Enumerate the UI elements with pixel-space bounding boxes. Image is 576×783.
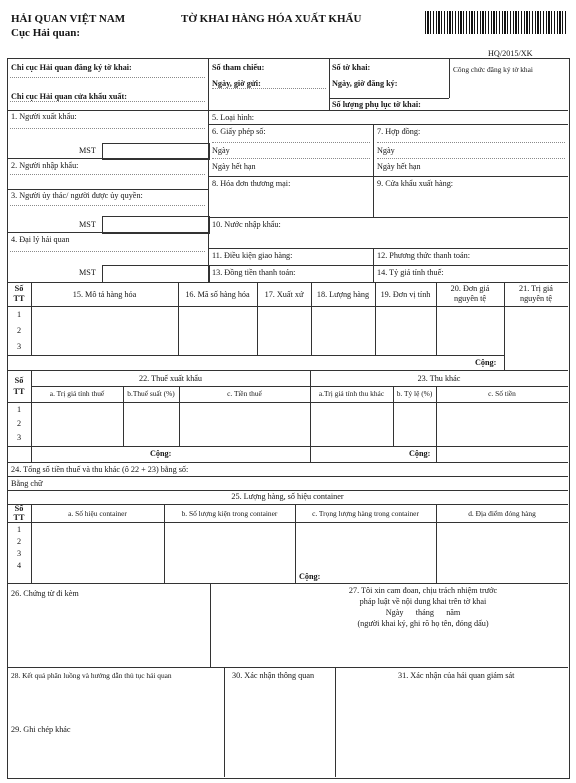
mst-label-1: MST [79, 146, 96, 155]
officer-label: Công chức đăng ký tờ khai [453, 65, 533, 74]
tax-row-3: 3 [16, 433, 22, 442]
field-31-label: 31. Xác nhận của hải quan giám sát [398, 671, 515, 680]
field-6-expiry: Ngày hết hạn [212, 162, 256, 171]
ref-no-label: Số tham chiếu: [212, 63, 265, 72]
decl-no-label: Số tờ khai: [332, 63, 371, 72]
field-24-label: 24. Tổng số tiền thuế và thu khác (ô 22 + 23) bằng số: [11, 465, 189, 474]
field-7-label: 7. Hợp đồng: [377, 127, 421, 136]
field-14-label: 14. Tỷ giá tính thuế: [377, 268, 444, 277]
tax-total-left: Cộng: [150, 449, 172, 458]
container-col-a: a. Số hiệu container [68, 509, 127, 518]
field-27-line-1: 27. Tôi xin cam đoan, chịu trách nhiệm trước [348, 586, 498, 595]
col-23-header: 23. Thu khác [417, 374, 461, 383]
container-stt-1: Số [14, 504, 24, 513]
col-16-header: 16. Mã số hàng hóa [185, 290, 250, 299]
col-23c-header: c. Số tiền [488, 389, 516, 398]
col-23a-header: a.Trị giá tính thu khác [318, 389, 385, 398]
field-26-label: 26. Chứng từ đi kèm [11, 589, 79, 598]
field-6-date: Ngày [212, 146, 230, 155]
col-22b-header: b.Thuế suất (%) [127, 389, 175, 398]
field-10-label: 10. Nước nhập khẩu: [212, 220, 281, 229]
col-19-header: 19. Đơn vị tính [380, 290, 431, 299]
container-row-4: 4 [16, 561, 22, 570]
goods-stt-2: TT [13, 294, 25, 303]
col-22a-header: a. Trị giá tính thuế [49, 389, 105, 398]
form-title: TỜ KHAI HÀNG HÓA XUẤT KHẨU [181, 13, 362, 25]
send-time-label: Ngày, giờ gửi: [212, 79, 261, 88]
goods-row-3: 3 [16, 342, 22, 351]
container-row-2: 2 [16, 537, 22, 546]
container-col-b: b. Số lượng kiện trong container [181, 509, 278, 518]
col-20-header-sub: nguyên tệ [453, 294, 487, 303]
field-2-label: 2. Người nhập khẩu: [11, 161, 79, 170]
col-17-header: 17. Xuất xứ [264, 290, 304, 299]
barcode-icon [425, 11, 566, 34]
appendix-count-label: Số lượng phụ lục tờ khai: [332, 100, 421, 109]
field-6-label: 6. Giấy phép số: [212, 127, 266, 136]
col-20-header: 20. Đơn giá [450, 284, 490, 293]
field-7-date: Ngày [377, 146, 395, 155]
tax-row-1: 1 [16, 405, 22, 414]
container-row-1: 1 [16, 525, 22, 534]
container-col-c: c. Trọng lượng hàng trong container [312, 509, 419, 518]
goods-total-label: Cộng: [475, 358, 497, 367]
field-8-label: 8. Hóa đơn thương mại: [212, 179, 291, 188]
field-9-label: 9. Cửa khẩu xuất hàng: [377, 179, 454, 188]
container-row-3: 3 [16, 549, 22, 558]
agency-name: HẢI QUAN VIỆT NAM [11, 13, 126, 25]
mst-label-3: MST [79, 268, 96, 277]
tax-stt-1: Số [14, 376, 24, 385]
mst-label-2: MST [79, 220, 96, 229]
in-words-label: Bằng chữ [11, 479, 43, 488]
col-22-header: 22. Thuế xuất khẩu [138, 374, 203, 383]
container-stt-2: TT [13, 513, 25, 522]
col-21-header-sub: nguyên tệ [519, 294, 553, 303]
goods-stt-1: Số [14, 284, 24, 293]
col-21-header: 21. Trị giá [519, 284, 553, 293]
field-27-signature: (người khai ký, ghi rõ họ tên, đóng dấu) [357, 619, 489, 628]
field-30-label: 30. Xác nhận thông quan [232, 671, 315, 680]
container-col-d: d. Địa điểm đóng hàng [468, 509, 536, 518]
form-code: HQ/2015/XK [488, 49, 533, 58]
field-11-label: 11. Điều kiện giao hàng: [212, 251, 293, 260]
field-4-label: 4. Đại lý hải quan [11, 235, 70, 244]
field-28-label: 28. Kết quả phân luồng và hướng dẫn thủ tục hải quan [11, 671, 172, 680]
field-3-label: 3. Người ủy thác/ người được ủy quyền: [11, 191, 143, 200]
field-13-label: 13. Đồng tiền thanh toán: [212, 268, 296, 277]
branch-register-label: Chi cục Hải quan đăng ký tờ khai: [11, 63, 132, 72]
col-23b-header: b. Tỷ lệ (%) [396, 389, 433, 398]
field-12-label: 12. Phương thức thanh toán: [377, 251, 471, 260]
goods-row-1: 1 [16, 310, 22, 319]
field-1-label: 1. Người xuất khẩu: [11, 112, 77, 121]
field-5-label: 5. Loại hình: [212, 113, 255, 122]
tax-stt-2: TT [13, 387, 25, 396]
field-25-label: 25. Lượng hàng, số hiệu container [231, 492, 344, 501]
field-29-label: 29. Ghi chép khác [11, 725, 71, 734]
reg-time-label: Ngày, giờ đăng ký: [332, 79, 398, 88]
tax-total-right: Cộng: [409, 449, 431, 458]
department-label: Cục Hải quan: [11, 27, 81, 39]
tax-row-2: 2 [16, 419, 22, 428]
field-7-expiry: Ngày hết hạn [377, 162, 421, 171]
col-15-header: 15. Mô tả hàng hóa [72, 290, 137, 299]
field-27-date: Ngày tháng năm [385, 608, 461, 617]
branch-gate-label: Chi cục Hải quan cửa khẩu xuất: [11, 92, 127, 101]
col-22c-header: c. Tiền thuế [227, 389, 262, 398]
field-27-line-2: pháp luật về nội dung khai trên tờ khai [359, 597, 487, 606]
col-18-header: 18. Lượng hàng [316, 290, 370, 299]
goods-row-2: 2 [16, 326, 22, 335]
container-total-label: Cộng: [299, 572, 321, 581]
